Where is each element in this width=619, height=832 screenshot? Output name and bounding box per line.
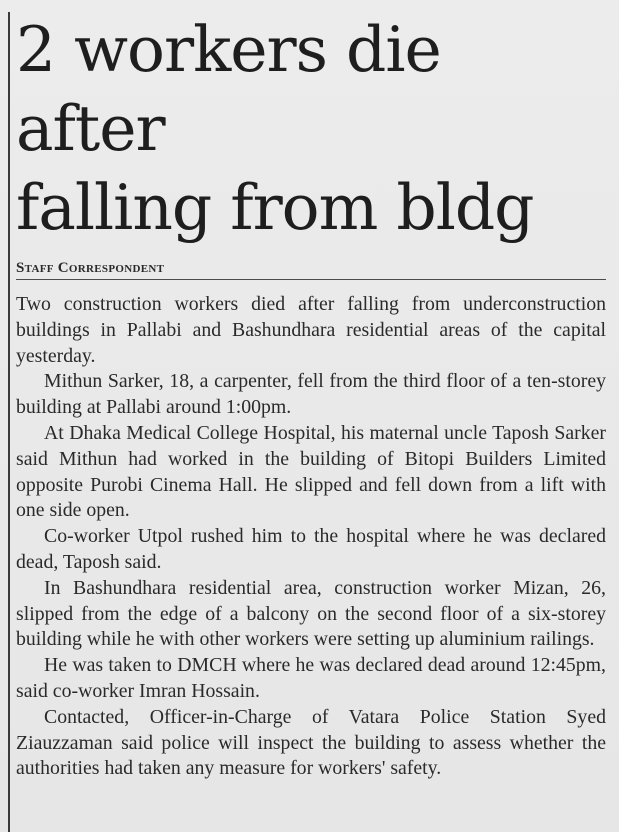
article-body xyxy=(16,292,606,782)
paragraph: Contacted, Officer-in-Charge of Vatara Police Station Syed Ziauzzaman said police will inspect the building to assess whether the authorities had taken any measure for workers' safety. xyxy=(16,705,606,780)
paragraph: Two construction workers died after falling from underconstruction buildings in Pallabi and Bashundhara residential areas of the capital yesterday. xyxy=(16,293,606,367)
paragraph: He was taken to DMCH where he was declared dead around 12:45pm, said co-worker Imran Hossain. xyxy=(16,654,606,702)
headline: 2 workers die after falling from bldg xyxy=(16,13,534,244)
paragraph: Co-worker Utpol rushed him to the hospital where he was declared dead, Taposh said. xyxy=(16,525,606,573)
news-article xyxy=(16,10,608,782)
byline: Staff Correspondent xyxy=(16,260,165,276)
paragraph: In Bashundhara residential area, construction worker Mizan, 26, slipped from the edge of a balcony on the second floor of a six-storey building while he with other workers were setting up aluminium railings. xyxy=(16,576,606,651)
byline-divider xyxy=(16,279,606,280)
column-rule xyxy=(8,12,10,832)
paragraph: At Dhaka Medical College Hospital, his maternal uncle Taposh Sarker said Mithun had worked in the building of Bitopi Builders Limited opposite Purobi Cinema Hall. He slipped and fell down from a lift with one side open. xyxy=(16,421,606,522)
paragraph: Mithun Sarker, 18, a carpenter, fell from the third floor of a ten-storey building at Pallabi around 1:00pm. xyxy=(16,370,606,419)
